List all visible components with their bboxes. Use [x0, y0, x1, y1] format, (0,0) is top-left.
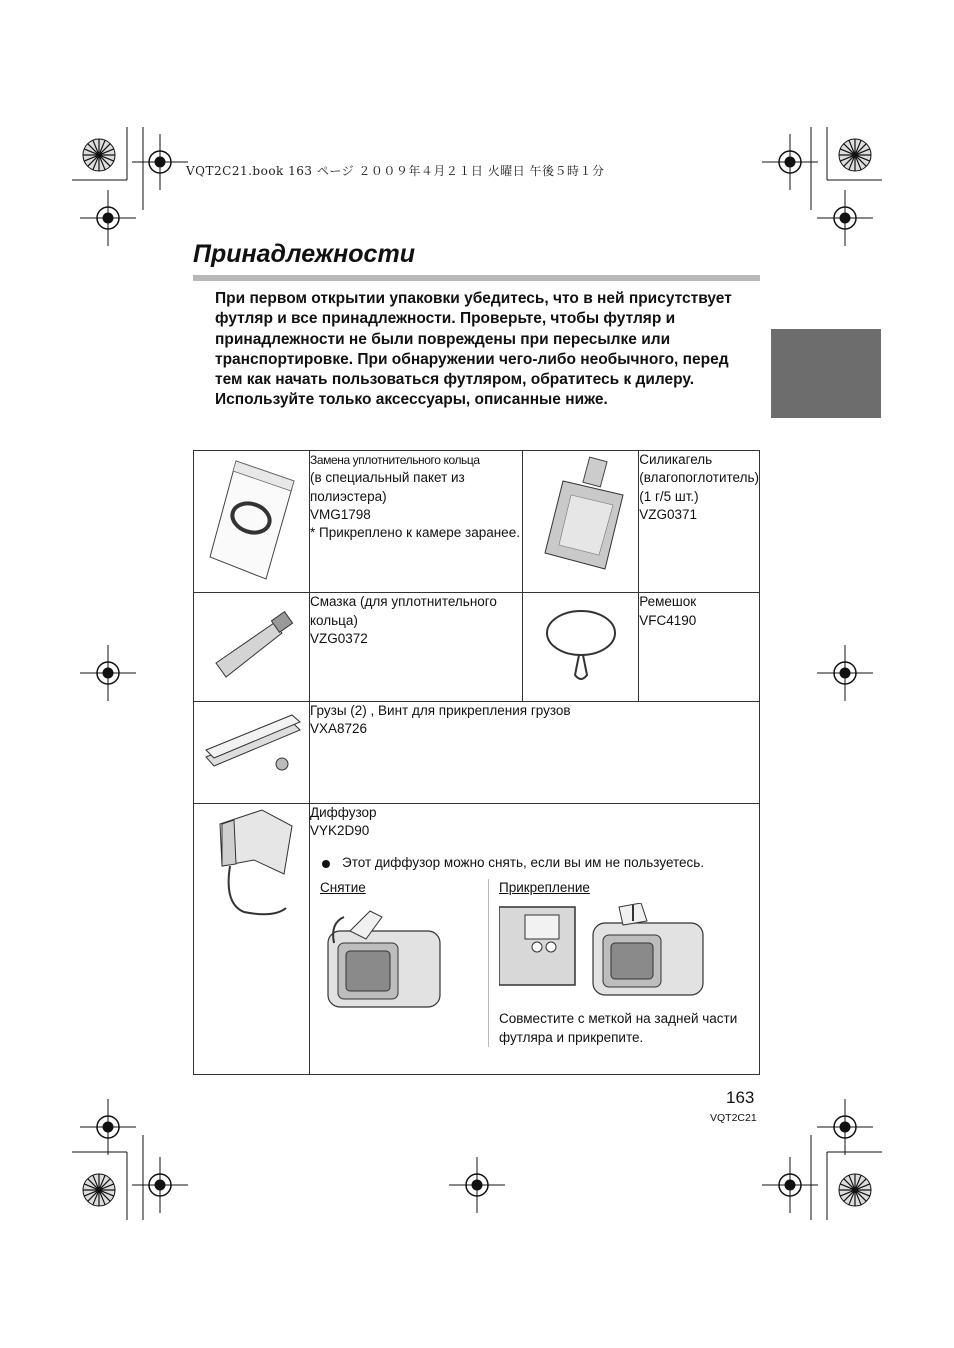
weights-name: Грузы (2) , Винт для прикрепления грузов: [310, 702, 571, 718]
diffuser-image-cell: [194, 803, 310, 1074]
page-title: Принадлежности: [193, 240, 415, 268]
oring-name: Замена уплотнительного кольца: [310, 453, 480, 467]
oring-bag-icon: [194, 451, 309, 587]
oring-part-number: VMG1798: [310, 506, 371, 522]
strap-description: [639, 593, 760, 701]
oring-note: * Прикреплено к камере заранее.: [310, 525, 520, 541]
table-row: [194, 701, 760, 803]
weights-part-number: VXA8726: [310, 720, 368, 736]
attach-label: Прикрепление: [499, 879, 590, 895]
table-row: [194, 451, 760, 593]
diffuser-name: Диффузор: [310, 804, 377, 820]
diffuser-description: [310, 803, 760, 1074]
silica-quantity: (1 г/5 шт.): [639, 488, 699, 504]
silica-name: Силикагель: [639, 452, 713, 467]
intro-paragraph: При первом открытии упаковки убедитесь, что в ней присутствует футляр и все принадлежности. Проверьте, чтобы футляр и принадлежности не были повреждены при пересылке или транспортировке. При обнаружении чего-либо необычного, перед тем как начать пользоваться футляром, обратитесь к дилеру.: [215, 290, 732, 389]
grease-part-number: VZG0372: [310, 630, 368, 646]
grease-name: Смазка (для уплотнительного кольца): [310, 594, 497, 628]
diffuser-bullet-text: Этот диффузор можно снять, если вы им не пользуетесь.: [342, 855, 705, 871]
grease-tube-icon: [194, 593, 309, 695]
attach-column: [488, 879, 739, 1047]
oring-bag-text: (в специальный пакет из полиэстера): [310, 470, 465, 504]
silica-description: [639, 451, 760, 593]
removal-illustration-icon: [320, 903, 450, 1013]
strap-name: Ремешок: [639, 594, 697, 610]
removal-label: Снятие: [320, 879, 366, 895]
silica-part-number: VZG0371: [639, 506, 697, 522]
weights-icon: [194, 702, 309, 798]
intro-paragraph-accessories: Используйте только аксессуары, описанные ниже.: [215, 391, 608, 409]
silica-type: (влагопоглотитель): [639, 470, 759, 486]
bullet-icon: [322, 860, 330, 868]
diffuser-bullet: [310, 854, 759, 872]
print-header: VQT2C21.book 163 ページ ２００９年４月２１日 火曜日 午後５時１分: [186, 164, 605, 178]
weights-image-cell: [194, 701, 310, 803]
section-tab: [771, 329, 881, 418]
oring-description: [310, 451, 523, 593]
weights-description: [310, 701, 760, 803]
strap-part-number: VFC4190: [639, 612, 697, 628]
removal-column: [320, 879, 488, 1047]
diffuser-part-number: VYK2D90: [310, 823, 370, 839]
strap-icon: [523, 593, 638, 695]
diffuser-steps: [310, 879, 759, 1047]
silica-image-cell: [523, 451, 639, 593]
attach-caption: Совместите с меткой на задней части футляра и прикрепите.: [499, 1011, 738, 1045]
oring-image-cell: [194, 451, 310, 593]
accessories-table: [193, 450, 760, 1075]
grease-description: [310, 593, 523, 701]
silica-gel-pack-icon: [523, 451, 638, 587]
table-row: [194, 803, 760, 1074]
page-number: 163: [726, 1088, 755, 1107]
attach-illustration-icon: [499, 903, 709, 999]
strap-image-cell: [523, 593, 639, 701]
title-underline: [193, 275, 760, 281]
intro-text: [215, 289, 760, 411]
diffuser-icon: [194, 804, 309, 934]
table-row: [194, 593, 760, 701]
document-code: VQT2C21: [710, 1112, 757, 1124]
grease-image-cell: [194, 593, 310, 701]
